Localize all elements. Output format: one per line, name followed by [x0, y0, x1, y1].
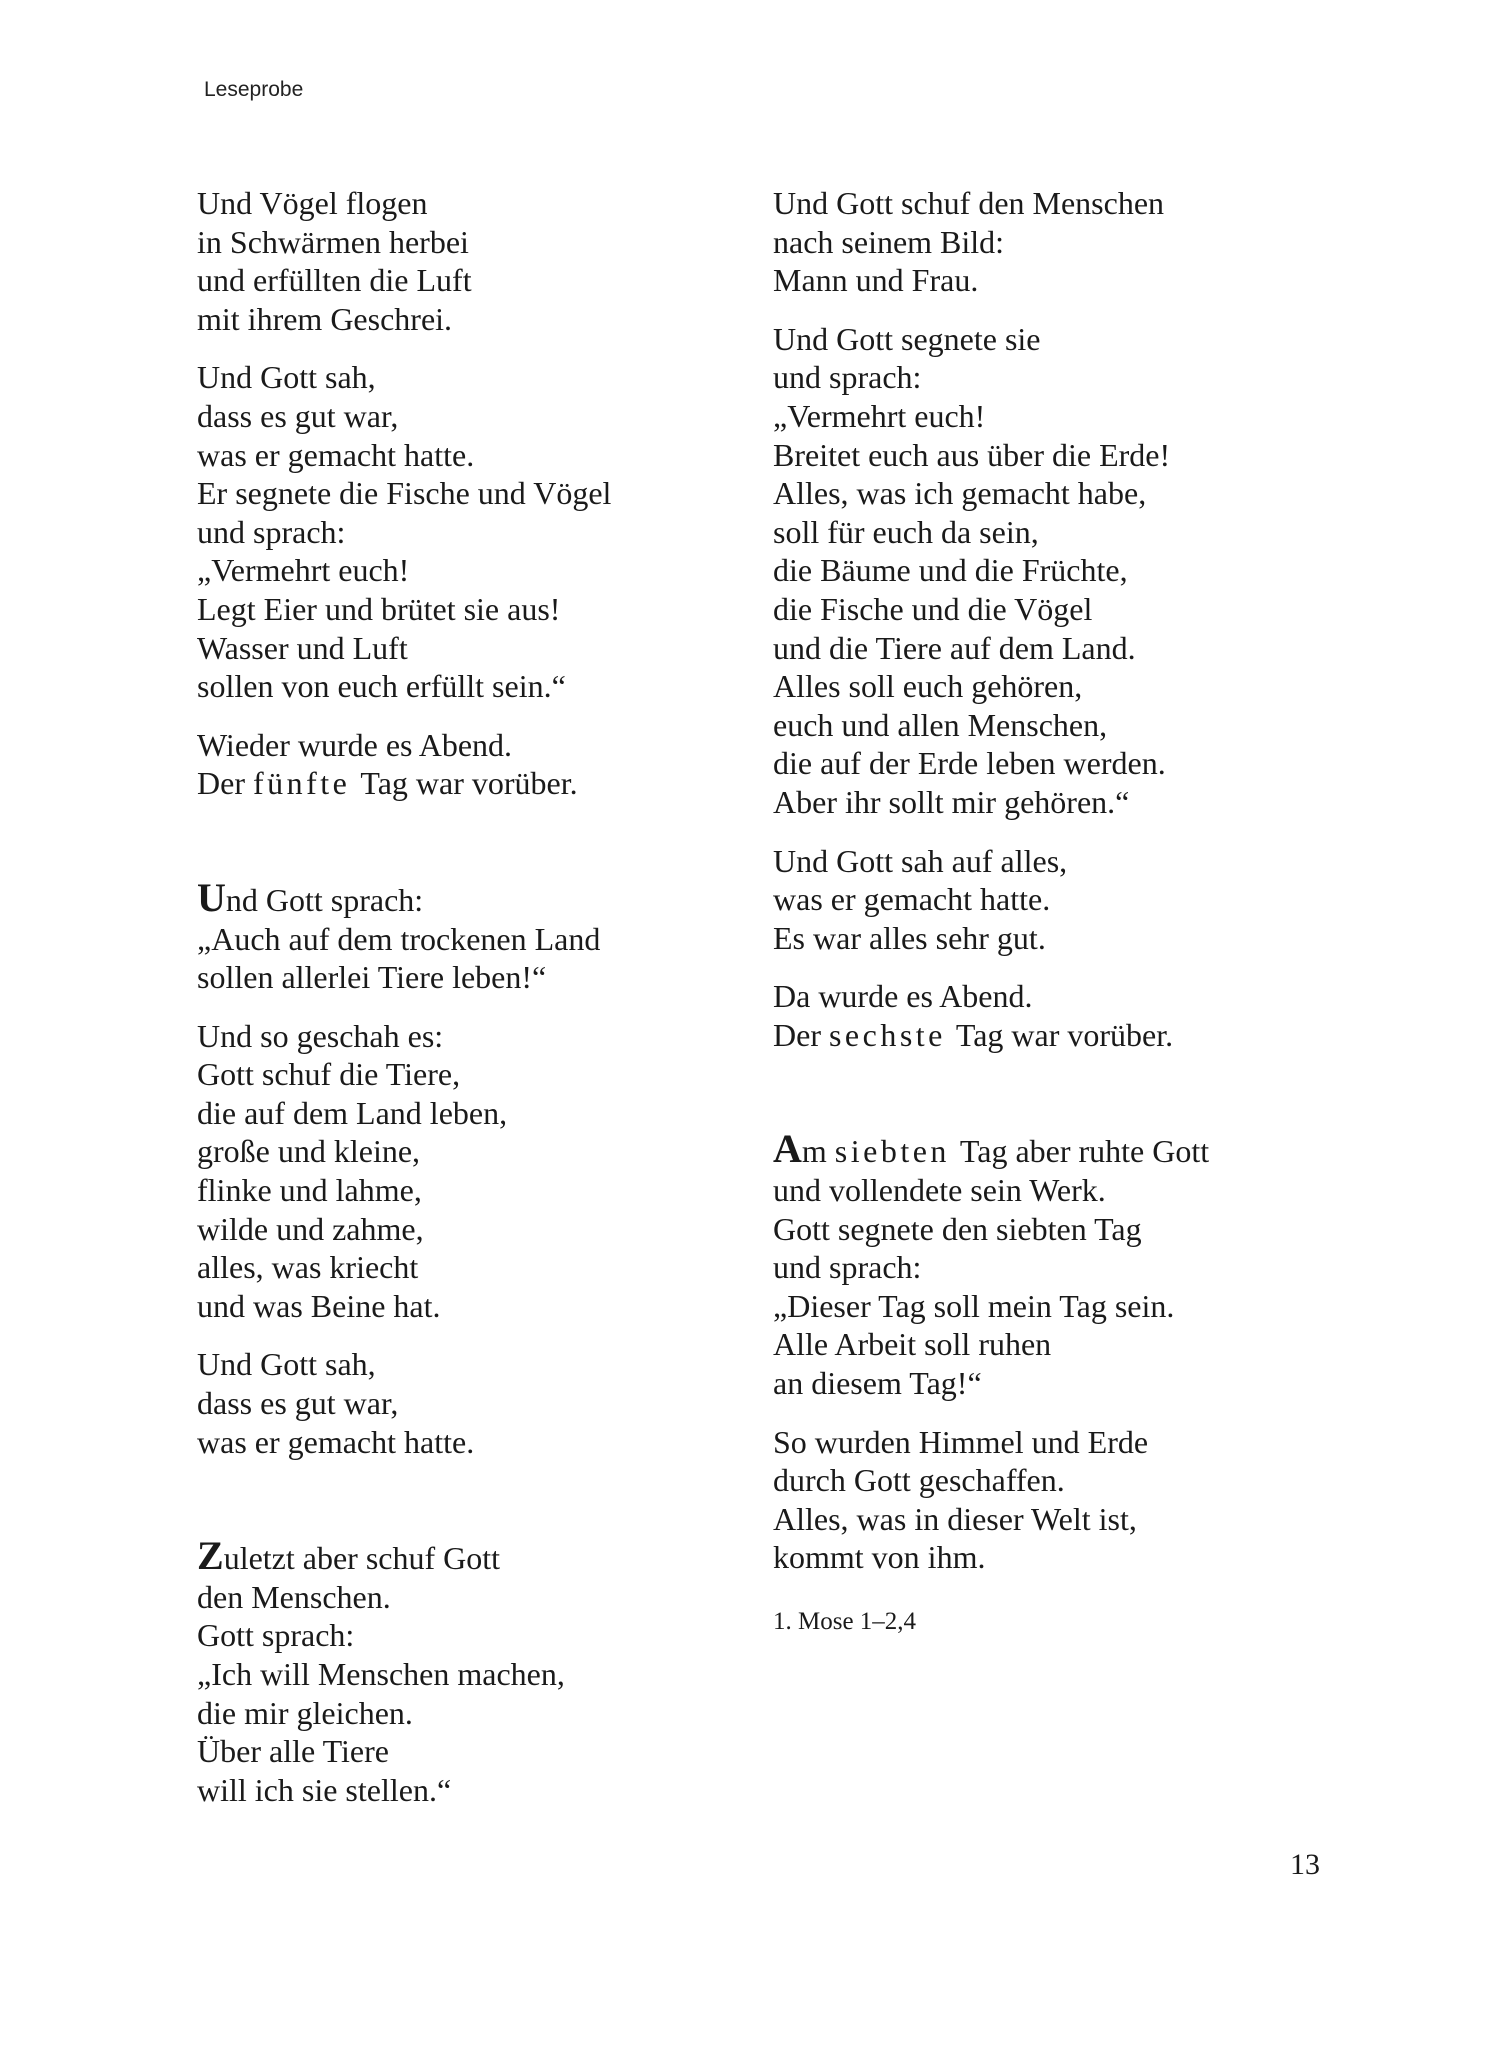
stanza-humans-intro	[197, 1533, 757, 1809]
verse-line: flinke und lahme,	[197, 1172, 422, 1209]
verse-line: Und Gott schuf den Menschen	[773, 185, 1165, 221]
verse-line: dass es gut war,	[197, 397, 399, 434]
verse-line: Und Gott sah,	[197, 359, 376, 396]
stanza-birds	[197, 184, 757, 338]
verse-line: die auf der Erde leben werden.	[773, 745, 1166, 782]
initial-letter: A	[773, 1126, 802, 1172]
verse-line: Wieder wurde es Abend.	[197, 726, 513, 763]
section-gap	[773, 1074, 1333, 1130]
verse-line	[773, 1126, 1333, 1172]
verse-line: sollen von euch erfüllt sein.“	[197, 668, 566, 705]
verse-line: große und kleine,	[197, 1133, 421, 1170]
verse-line: Gott schuf die Tiere,	[197, 1056, 461, 1093]
verse-line: Über alle Tiere	[197, 1733, 389, 1770]
verse-line	[197, 1533, 757, 1579]
verse-line: was er gemacht hatte.	[197, 1423, 475, 1460]
verse-line: und sprach:	[773, 359, 922, 396]
verse-line: „Auch auf dem trockenen Land	[197, 920, 601, 957]
verse-line: Alles, was in dieser Welt ist,	[773, 1500, 1137, 1537]
verse-line: Mann und Frau.	[773, 262, 979, 299]
verse-line: Gott sprach:	[197, 1617, 355, 1654]
verse-line: Und Gott segnete sie	[773, 320, 1041, 357]
spaced-word: sechste	[828, 1016, 946, 1053]
verse-line: die mir gleichen.	[197, 1694, 413, 1731]
stanza-land-animals-intro	[197, 874, 757, 997]
verse-line: die auf dem Land leben,	[197, 1094, 508, 1131]
verse-line: Legt Eier und brütet sie aus!	[197, 590, 561, 627]
word: Tag war vorüber.	[360, 765, 578, 802]
verse-line: die Bäume und die Früchte,	[773, 552, 1128, 589]
verse-line: Da wurde es Abend.	[773, 978, 1033, 1015]
verse-line: wilde und zahme,	[197, 1210, 424, 1247]
spaced-word: siebten	[834, 1133, 950, 1170]
word: nd Gott sprach:	[225, 881, 424, 918]
initial-letter: U	[197, 874, 226, 920]
left-column	[197, 184, 757, 1829]
word: Tag aber ruhte Gott	[959, 1133, 1210, 1170]
verse-line	[197, 764, 757, 803]
verse-line: will ich sie stellen.“	[197, 1771, 452, 1808]
section-gap	[197, 1481, 757, 1537]
verse-line: an diesem Tag!“	[773, 1365, 982, 1402]
running-header: Leseprobe	[204, 78, 304, 101]
verse-line: Aber ihr sollt mir gehören.“	[773, 783, 1130, 820]
verse-line: dass es gut war,	[197, 1385, 399, 1422]
verse-line: Alles soll euch gehören,	[773, 668, 1083, 705]
verse-line: alles, was kriecht	[197, 1249, 419, 1286]
stanza-god-saw	[197, 1345, 757, 1461]
verse-line: und erfüllten die Luft	[197, 262, 472, 299]
stanza-all-good	[773, 842, 1333, 958]
right-column	[773, 184, 1333, 1642]
verse-line: in Schwärmen herbei	[197, 223, 469, 260]
verse-line	[197, 874, 757, 920]
verse-line: Und Gott sah auf alles,	[773, 842, 1068, 879]
stanza-blessing-fish	[197, 358, 757, 705]
verse-line: So wurden Himmel und Erde	[773, 1423, 1149, 1460]
word: Der	[773, 1016, 821, 1053]
stanza-conclusion	[773, 1423, 1333, 1577]
stanza-fifth-day	[197, 726, 757, 803]
verse-line: Und so geschah es:	[197, 1017, 444, 1054]
verse-line: und sprach:	[197, 513, 346, 550]
stanza-creation-of-man	[773, 184, 1333, 300]
verse-line: die Fische und die Vögel	[773, 590, 1093, 627]
verse-line: Gott segnete den siebten Tag	[773, 1210, 1142, 1247]
verse-line: nach seinem Bild:	[773, 223, 1005, 260]
stanza-land-animals	[197, 1017, 757, 1326]
verse-line: kommt von ihm.	[773, 1539, 986, 1576]
verse-line: Wasser und Luft	[197, 629, 408, 666]
verse-line: mit ihrem Geschrei.	[197, 300, 453, 337]
verse-line: soll für euch da sein,	[773, 513, 1039, 550]
word: uletzt aber schuf Gott	[223, 1540, 501, 1577]
verse-line: euch und allen Menschen,	[773, 706, 1108, 743]
verse-line: Und Gott sah,	[197, 1346, 376, 1383]
verse-line: „Dieser Tag soll mein Tag sein.	[773, 1287, 1175, 1324]
stanza-sixth-day	[773, 977, 1333, 1054]
verse-line: und die Tiere auf dem Land.	[773, 629, 1136, 666]
verse-line: den Menschen.	[197, 1578, 391, 1615]
verse-line: „Ich will Menschen machen,	[197, 1656, 565, 1692]
verse-line: Und Vögel flogen	[197, 185, 428, 221]
verse-line: „Vermehrt euch!	[773, 397, 986, 434]
verse-line: was er gemacht hatte.	[773, 881, 1051, 918]
verse-line: Er segnete die Fische und Vögel	[197, 475, 612, 512]
verse-line: Es war alles sehr gut.	[773, 919, 1046, 956]
verse-line: durch Gott geschaffen.	[773, 1462, 1065, 1499]
verse-line: und sprach:	[773, 1249, 922, 1286]
verse-line: Alle Arbeit soll ruhen	[773, 1326, 1052, 1363]
verse-line: und was Beine hat.	[197, 1287, 441, 1324]
stanza-blessing-humans	[773, 320, 1333, 822]
word: Tag war vorüber.	[955, 1016, 1174, 1053]
page-number: 13	[1290, 1848, 1320, 1881]
word: m	[801, 1133, 827, 1170]
verse-line: Breitet euch aus über die Erde!	[773, 436, 1171, 473]
verse-line: und vollendete sein Werk.	[773, 1172, 1106, 1209]
verse-line: was er gemacht hatte.	[197, 436, 475, 473]
word: Der	[197, 765, 245, 802]
verse-line: Alles, was ich gemacht habe,	[773, 475, 1147, 512]
section-gap	[197, 823, 757, 879]
spaced-word: fünfte	[252, 765, 351, 802]
initial-letter: Z	[197, 1533, 224, 1579]
stanza-seventh-day	[773, 1126, 1333, 1402]
verse-line: sollen allerlei Tiere leben!“	[197, 959, 547, 996]
scripture-reference: 1. Mose 1–2,4	[773, 1608, 917, 1635]
verse-line: „Vermehrt euch!	[197, 552, 410, 589]
verse-line	[773, 1016, 1333, 1055]
